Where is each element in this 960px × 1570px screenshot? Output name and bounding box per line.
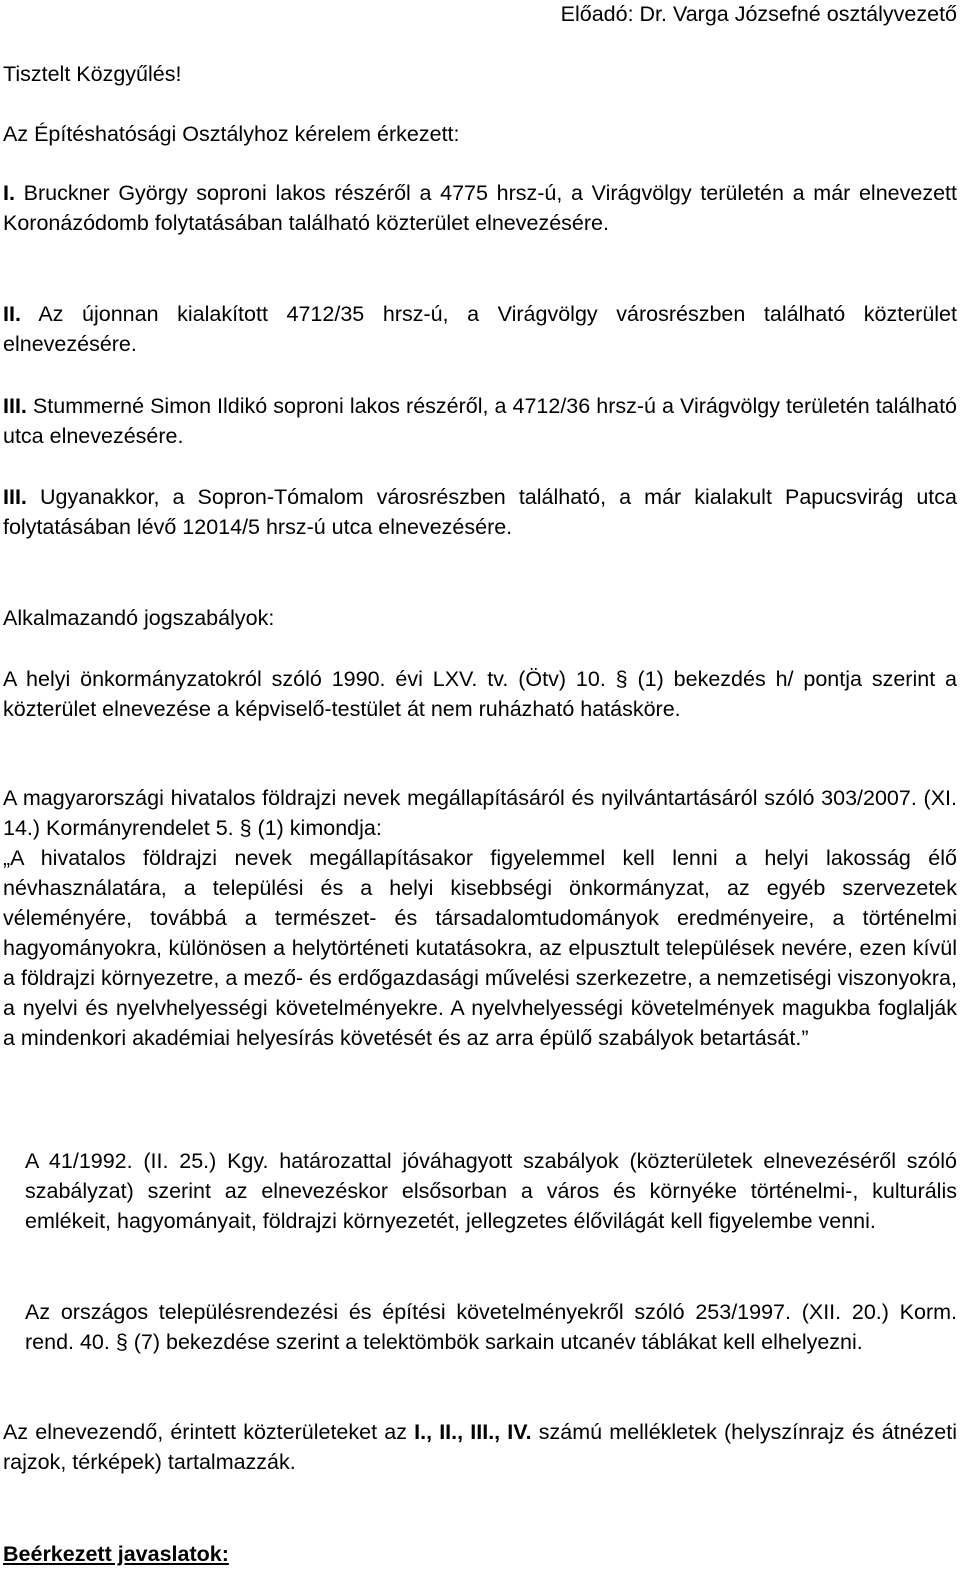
annex-paragraph	[3, 1417, 957, 1477]
law-paragraph-3: A 41/1992. (II. 25.) Kgy. határozattal jóváhagyott szabályok (közterületek elnevezéséről szóló szabályzat) szerint az elnevezéskor elsősorban a város és környéke történelmi-, kulturális emlékeit, hagyományait, földrajzi környezetét, jellegzetes élővilágát kell figyelembe venni.	[25, 1149, 957, 1233]
request-number: II.	[3, 302, 21, 326]
request-3	[3, 391, 957, 451]
laws-heading: Alkalmazandó jogszabályok:	[3, 606, 275, 630]
request-1	[3, 178, 957, 238]
law-paragraph-2-intro: A magyarországi hivatalos földrajzi nevek megállapításáról és nyilvántartásáról szóló 303/2007. (XI. 14.) Kormányrendelet 5. § (1) kimondja:	[3, 786, 957, 840]
request-number: III.	[3, 485, 27, 509]
salutation: Tisztelt Közgyűlés!	[3, 62, 182, 86]
request-number: III.	[3, 394, 27, 418]
presenter-line: Előadó: Dr. Varga Józsefné osztályvezető	[560, 2, 957, 26]
request-number: I.	[3, 181, 15, 205]
law-paragraph-4: Az országos településrendezési és építési követelményekről szóló 253/1997. (XII. 20.) Korm. rend. 40. § (7) bekezdése szerint a telektömbök sarkain utcanév táblákat kell elhelyezni.	[25, 1300, 957, 1354]
intro-text: Az Építéshatósági Osztályhoz kérelem érkezett:	[3, 122, 460, 146]
request-text: Bruckner György soproni lakos részéről a 4775 hrsz-ú, a Virágvölgy területén a már elnevezett Koronázódomb folytatásában található közterület elnevezésére.	[3, 181, 957, 235]
annex-post: számú mellékletek (helyszínrajz és átnézeti rajzok, térképek) tartalmazzák.	[3, 1420, 958, 1474]
law-paragraph-1: A helyi önkormányzatokról szóló 1990. évi LXV. tv. (Ötv) 10. § (1) bekezdés h/ pontja szerint a közterület elnevezése a képviselő-testület át nem ruházható hatásköre.	[3, 667, 957, 721]
request-text: Stummerné Simon Ildikó soproni lakos részéről, a 4712/36 hrsz-ú a Virágvölgy területén található utca elnevezésére.	[3, 394, 957, 448]
annex-pre: Az elnevezendő, érintett közterületeket az	[3, 1420, 415, 1444]
proposals-heading	[3, 1539, 957, 1569]
annex-numbers: I., II., III., IV.	[414, 1420, 532, 1444]
request-4	[3, 482, 957, 542]
proposals-heading-text: Beérkezett javaslatok:	[3, 1542, 229, 1566]
request-text: Az újonnan kialakított 4712/35 hrsz-ú, a Virágvölgy városrészben található közterület elnevezésére.	[3, 302, 957, 356]
law-quote: „A hivatalos földrajzi nevek megállapításakor figyelemmel kell lenni a helyi lakosság élő névhasználatára, a települési és a helyi kisebbségi önkormányzat, az egyéb szervezetek véleményére, továbbá a természet- és társadalomtudományok eredményeire, a történelmi hagyományokra, különösen a helytörténeti kutatásokra, az elpusztult települések nevére, ezen kívül a földrajzi környezetre, a mező- és erdőgazdasági művelési szerkezetre, a nemzetiségi viszonyokra, a nyelvi és nyelvhelyességi követelményekre. A nyelvhelyességi követelmények magukba foglalják a mindenkori akadémiai helyesírás követését és az arra épülő szabályok betartását.”	[3, 846, 957, 1050]
request-2	[3, 299, 957, 359]
request-text: Ugyanakkor, a Sopron-Tómalom városrészben található, a már kialakult Papucsvirág utca folytatásában lévő 12014/5 hrsz-ú utca elnevezésére.	[3, 485, 957, 539]
